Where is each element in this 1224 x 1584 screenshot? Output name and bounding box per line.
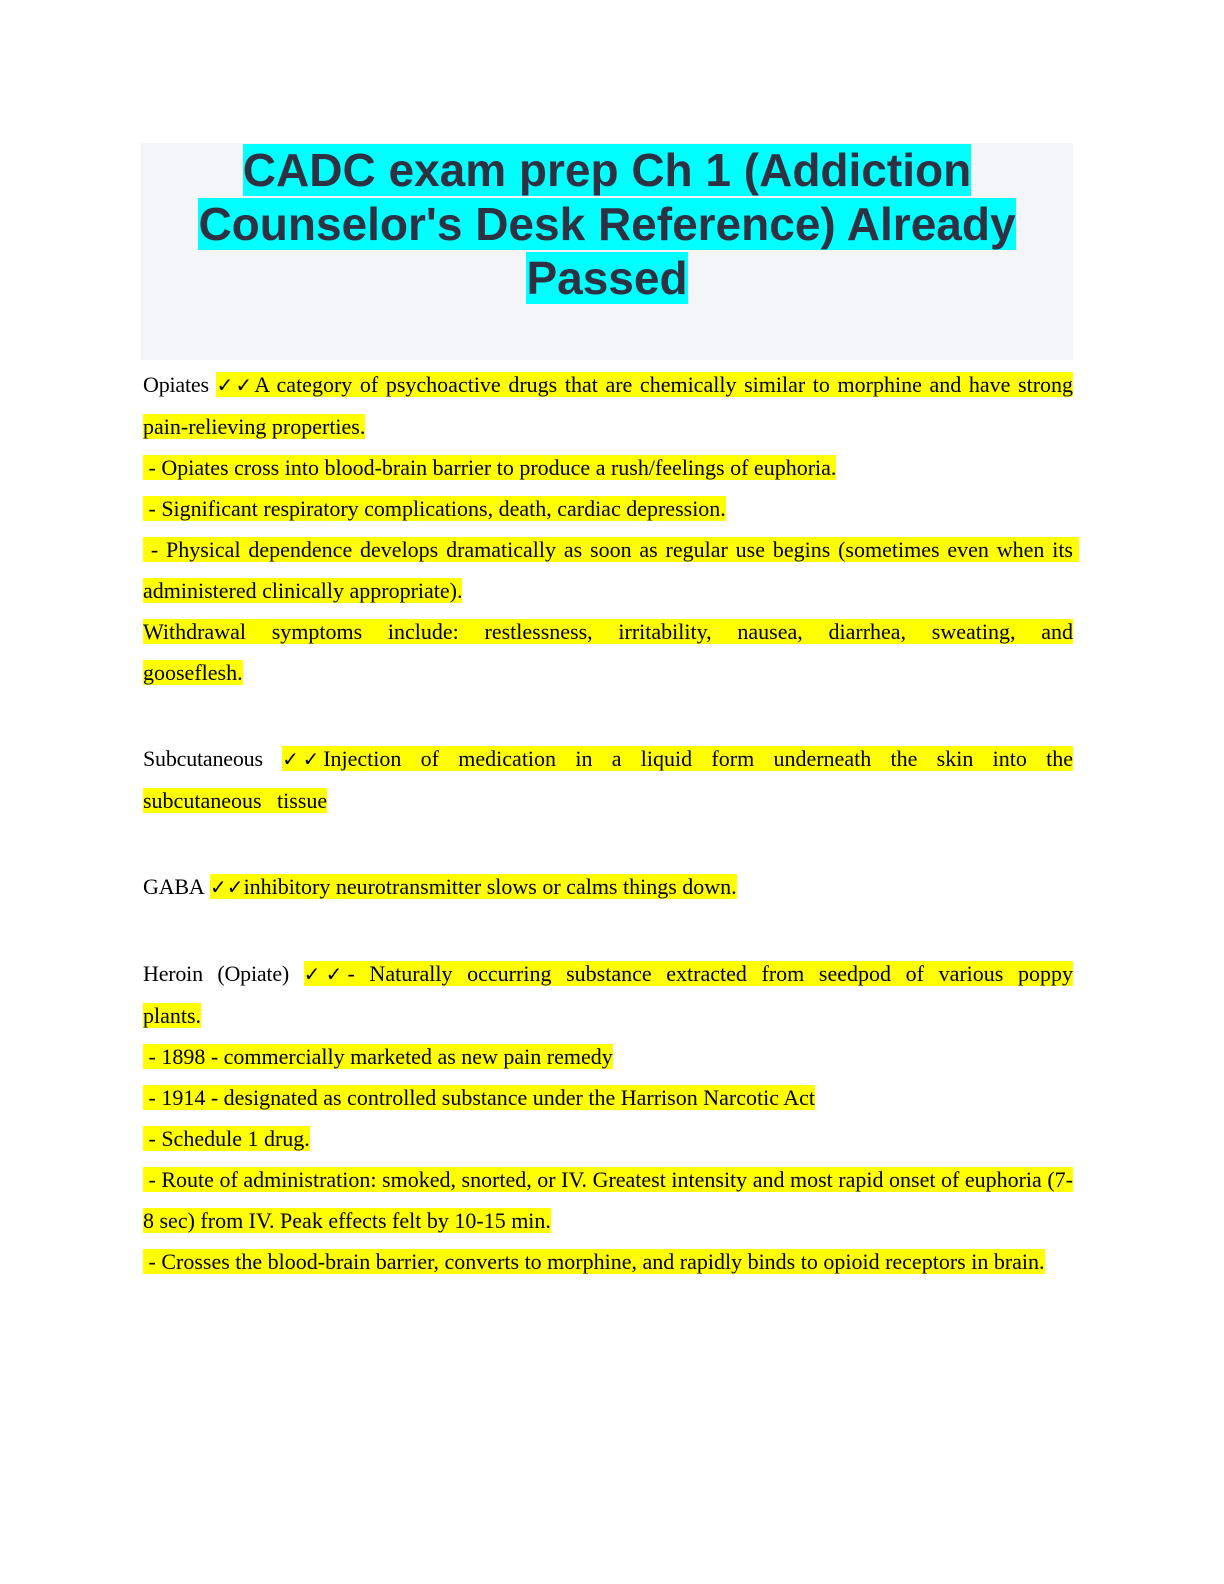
flashcard-entry-subcutaneous [143,738,1073,821]
document-page [141,143,1079,1282]
double-check-icon: ✓✓ [210,875,244,899]
title-box [141,143,1073,360]
entry-definition: - Naturally occurring substance extracted from seedpod of various poppy plants. [143,961,1073,1028]
entry-definition: inhibitory neurotransmitter slows or calms things down. [243,874,737,899]
entry-bullet: - Schedule 1 drug. [143,1126,310,1151]
entry-term: Subcutaneous [143,746,263,771]
spacer [143,908,1073,953]
entry-term: Opiates [143,372,209,397]
entry-bullet: - 1898 - commercially marketed as new pain remedy [143,1044,613,1069]
entry-definition-line [143,738,1073,821]
spacer [143,821,1073,866]
document-title [141,143,1073,305]
spacer [143,693,1073,738]
document-title-text: CADC exam prep Ch 1 (Addiction Counselor's Desk Reference) Already Passed [198,144,1016,304]
double-check-icon: ✓✓ [303,962,348,986]
entry-bullet: - Physical dependence develops dramatically as soon as regular use begins (sometimes even when its administered clinically appropriate). [143,537,1079,603]
entry-definition-line [143,866,1073,908]
document-content [141,364,1079,1282]
entry-extra: Withdrawal symptoms include: restlessness, irritability, nausea, diarrhea, sweating, and gooseflesh. [143,619,1073,685]
entry-term: Heroin (Opiate) [143,961,290,986]
entry-definition-line [143,364,1073,447]
entry-bullet: - Crosses the blood-brain barrier, converts to morphine, and rapidly binds to opioid receptors in brain. [143,1249,1045,1274]
double-check-icon: ✓✓ [282,747,324,771]
entry-definition: A category of psychoactive drugs that are chemically similar to morphine and have strong pain-relieving properties. [143,372,1074,439]
entry-bullet: - Significant respiratory complications, death, cardiac depression. [143,496,726,521]
entry-definition: Injection of medication in a liquid form underneath the skin into the subcutaneous tissue [143,746,1074,813]
entry-definition-line [143,953,1073,1036]
flashcard-entry-gaba [143,866,1073,908]
entry-term: GABA [143,874,205,899]
entry-bullet: - 1914 - designated as controlled substance under the Harrison Narcotic Act [143,1085,816,1110]
flashcard-entry-heroin [143,953,1073,1282]
entry-bullet: - Route of administration: smoked, snorted, or IV. Greatest intensity and most rapid onset of euphoria (7-8 sec) from IV. Peak effects felt by 10-15 min. [143,1167,1073,1233]
entry-bullet: - Opiates cross into blood-brain barrier to produce a rush/feelings of euphoria. [143,455,837,480]
flashcard-entry-opiates [143,364,1079,693]
double-check-icon: ✓✓ [216,373,255,397]
